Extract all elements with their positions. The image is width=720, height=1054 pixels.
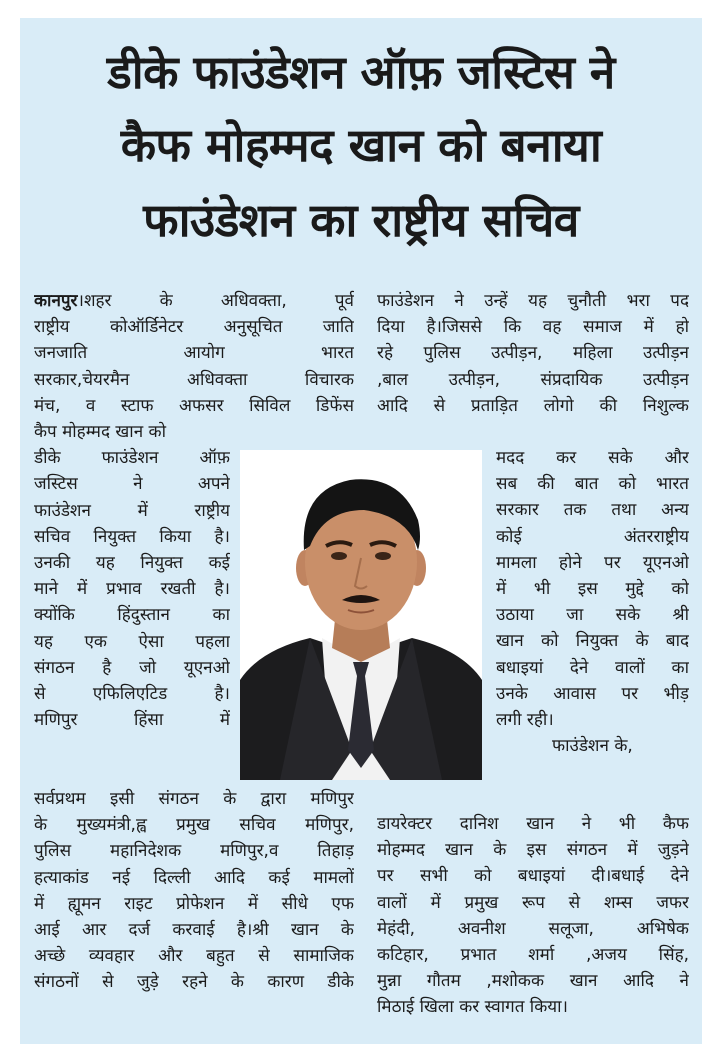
article-line: सचिव नियुक्त किया है। bbox=[34, 526, 230, 547]
article-line: बधाइयां देने वालों का bbox=[496, 657, 689, 678]
right-column-bottom bbox=[377, 811, 689, 1021]
article-line: रहे पुलिस उत्पीड़न, महिला उत्पीड़न bbox=[377, 343, 689, 364]
article-line: राष्ट्रीय कोऑर्डिनेटर अनुसूचित जाति bbox=[34, 317, 354, 338]
article-line: कैप मोहम्मद खान को bbox=[34, 422, 166, 442]
article-line: मेहंदी, अवनीश सलूजा, अभिषेक bbox=[377, 918, 689, 939]
article-line: उठाया जा सके श्री bbox=[496, 605, 689, 626]
article-line: सर्वप्रथम इसी संगठन के द्वारा मणिपुर bbox=[34, 789, 354, 809]
article-line: मणिपुर हिंसा में bbox=[34, 710, 230, 731]
article-line: कटिहार, प्रभात शर्मा ,अजय सिंह, bbox=[377, 944, 689, 965]
headline-line-2: कैफ मोहम्मद खान को बनाया bbox=[120, 118, 602, 172]
article-line: डायरेक्टर दानिश खान ने भी कैफ bbox=[377, 814, 689, 834]
article-line: के मुख्यमंत्री,ह्व प्रमुख सचिव मणिपुर, bbox=[34, 815, 354, 836]
article-line: मोहम्मद खान के इस संगठन में जुड़ने bbox=[377, 840, 689, 861]
article-line: खान को नियुक्त के बाद bbox=[496, 631, 689, 652]
article-line: वालों में प्रमुख रूप से शम्स जफर bbox=[377, 892, 689, 913]
left-column-bottom bbox=[34, 786, 354, 996]
headline-line-1: डीके फाउंडेशन ऑफ़ जस्टिस ने bbox=[107, 45, 615, 99]
article-line: हत्याकांड नई दिल्ली आदि कई मामलों bbox=[34, 867, 354, 888]
article-line: संगठनों से जुड़े रहने के कारण डीके bbox=[34, 972, 354, 993]
article-line: मुन्ना गौतम ,मशोकक खान आदि ने bbox=[377, 971, 689, 992]
article-line: दिया है।जिससे कि वह समाज में हो bbox=[377, 317, 689, 338]
article-line: मदद कर सके और bbox=[496, 448, 689, 468]
article-line: सब की बात को भारत bbox=[496, 474, 689, 495]
headline-line-3: फाउंडेशन का राष्ट्रीय सचिव bbox=[143, 193, 579, 247]
news-clipping bbox=[20, 18, 702, 1044]
right-column-top bbox=[377, 288, 689, 419]
article-line: उनके आवास पर भीड़ bbox=[496, 683, 689, 704]
article-line: संगठन है जो यूएनओ bbox=[34, 657, 230, 678]
article-line: मामला होने पर यूएनओ bbox=[496, 552, 689, 573]
article-line: पर सभी को बधाइयां दी।बधाई देने bbox=[377, 866, 689, 887]
article-line: कोई अंतरराष्ट्रीय bbox=[496, 526, 689, 547]
article-line: यह एक ऐसा पहला bbox=[34, 631, 230, 652]
article-line: पुलिस महानिदेशक मणिपुर,व तिहाड़ bbox=[34, 841, 354, 862]
article-line: से एफिलिएटिड है। bbox=[34, 683, 230, 704]
article-line: क्योंकि हिंदुस्तान का bbox=[34, 605, 230, 626]
article-line: जनजाति आयोग भारत bbox=[34, 343, 354, 364]
article-line: मंच, व स्टाफ अफसर सिविल डिफेंस bbox=[34, 395, 354, 416]
portrait-illustration bbox=[240, 450, 482, 780]
article-line: लगी रही। bbox=[496, 709, 554, 730]
article-line: माने में प्रभाव रखती है। bbox=[34, 579, 230, 600]
article-line: उनकी यह नियुक्त कई bbox=[34, 552, 230, 573]
left-column-wrap bbox=[34, 419, 230, 733]
article-line: फाउंडेशन ने उन्हें यह चुनौती भरा पद bbox=[377, 291, 689, 311]
dateline: कानपुर bbox=[34, 291, 78, 311]
article-line: में ह्यूमन राइट प्रोफेशन में सीधे एफ bbox=[34, 893, 354, 914]
left-column-top bbox=[34, 288, 354, 419]
article-line: सरकार तक तथा अन्य bbox=[496, 500, 689, 521]
article-line: आदि से प्रताड़ित लोगो की निशुल्क bbox=[377, 395, 689, 416]
article-line: जस्टिस ने अपने bbox=[34, 474, 230, 495]
article-line: डीके फाउंडेशन ऑफ़ bbox=[34, 448, 230, 469]
article-text: ।शहर के अधिवक्ता, पूर्व bbox=[77, 291, 354, 311]
article-line: मिठाई खिला कर स्वागत किया। bbox=[377, 997, 568, 1018]
right-column-wrap bbox=[496, 445, 689, 759]
article-line: आई आर दर्ज करवाई है।श्री खान के bbox=[34, 919, 354, 940]
article-line: में भी इस मुद्दे को bbox=[496, 578, 689, 599]
portrait-photo bbox=[240, 450, 482, 780]
article-line bbox=[34, 288, 354, 314]
article-line: सरकार,चेयरमैन अधिवक्ता विचारक bbox=[34, 369, 354, 390]
article-line: फाउंडेशन में राष्ट्रीय bbox=[34, 500, 230, 521]
article-line: फाउंडेशन के, bbox=[552, 736, 633, 757]
article-line: अच्छे व्यवहार और बहुत से सामाजिक bbox=[34, 946, 354, 967]
article-line: ,बाल उत्पीड़न, संप्रदायिक उत्पीड़न bbox=[377, 369, 689, 390]
